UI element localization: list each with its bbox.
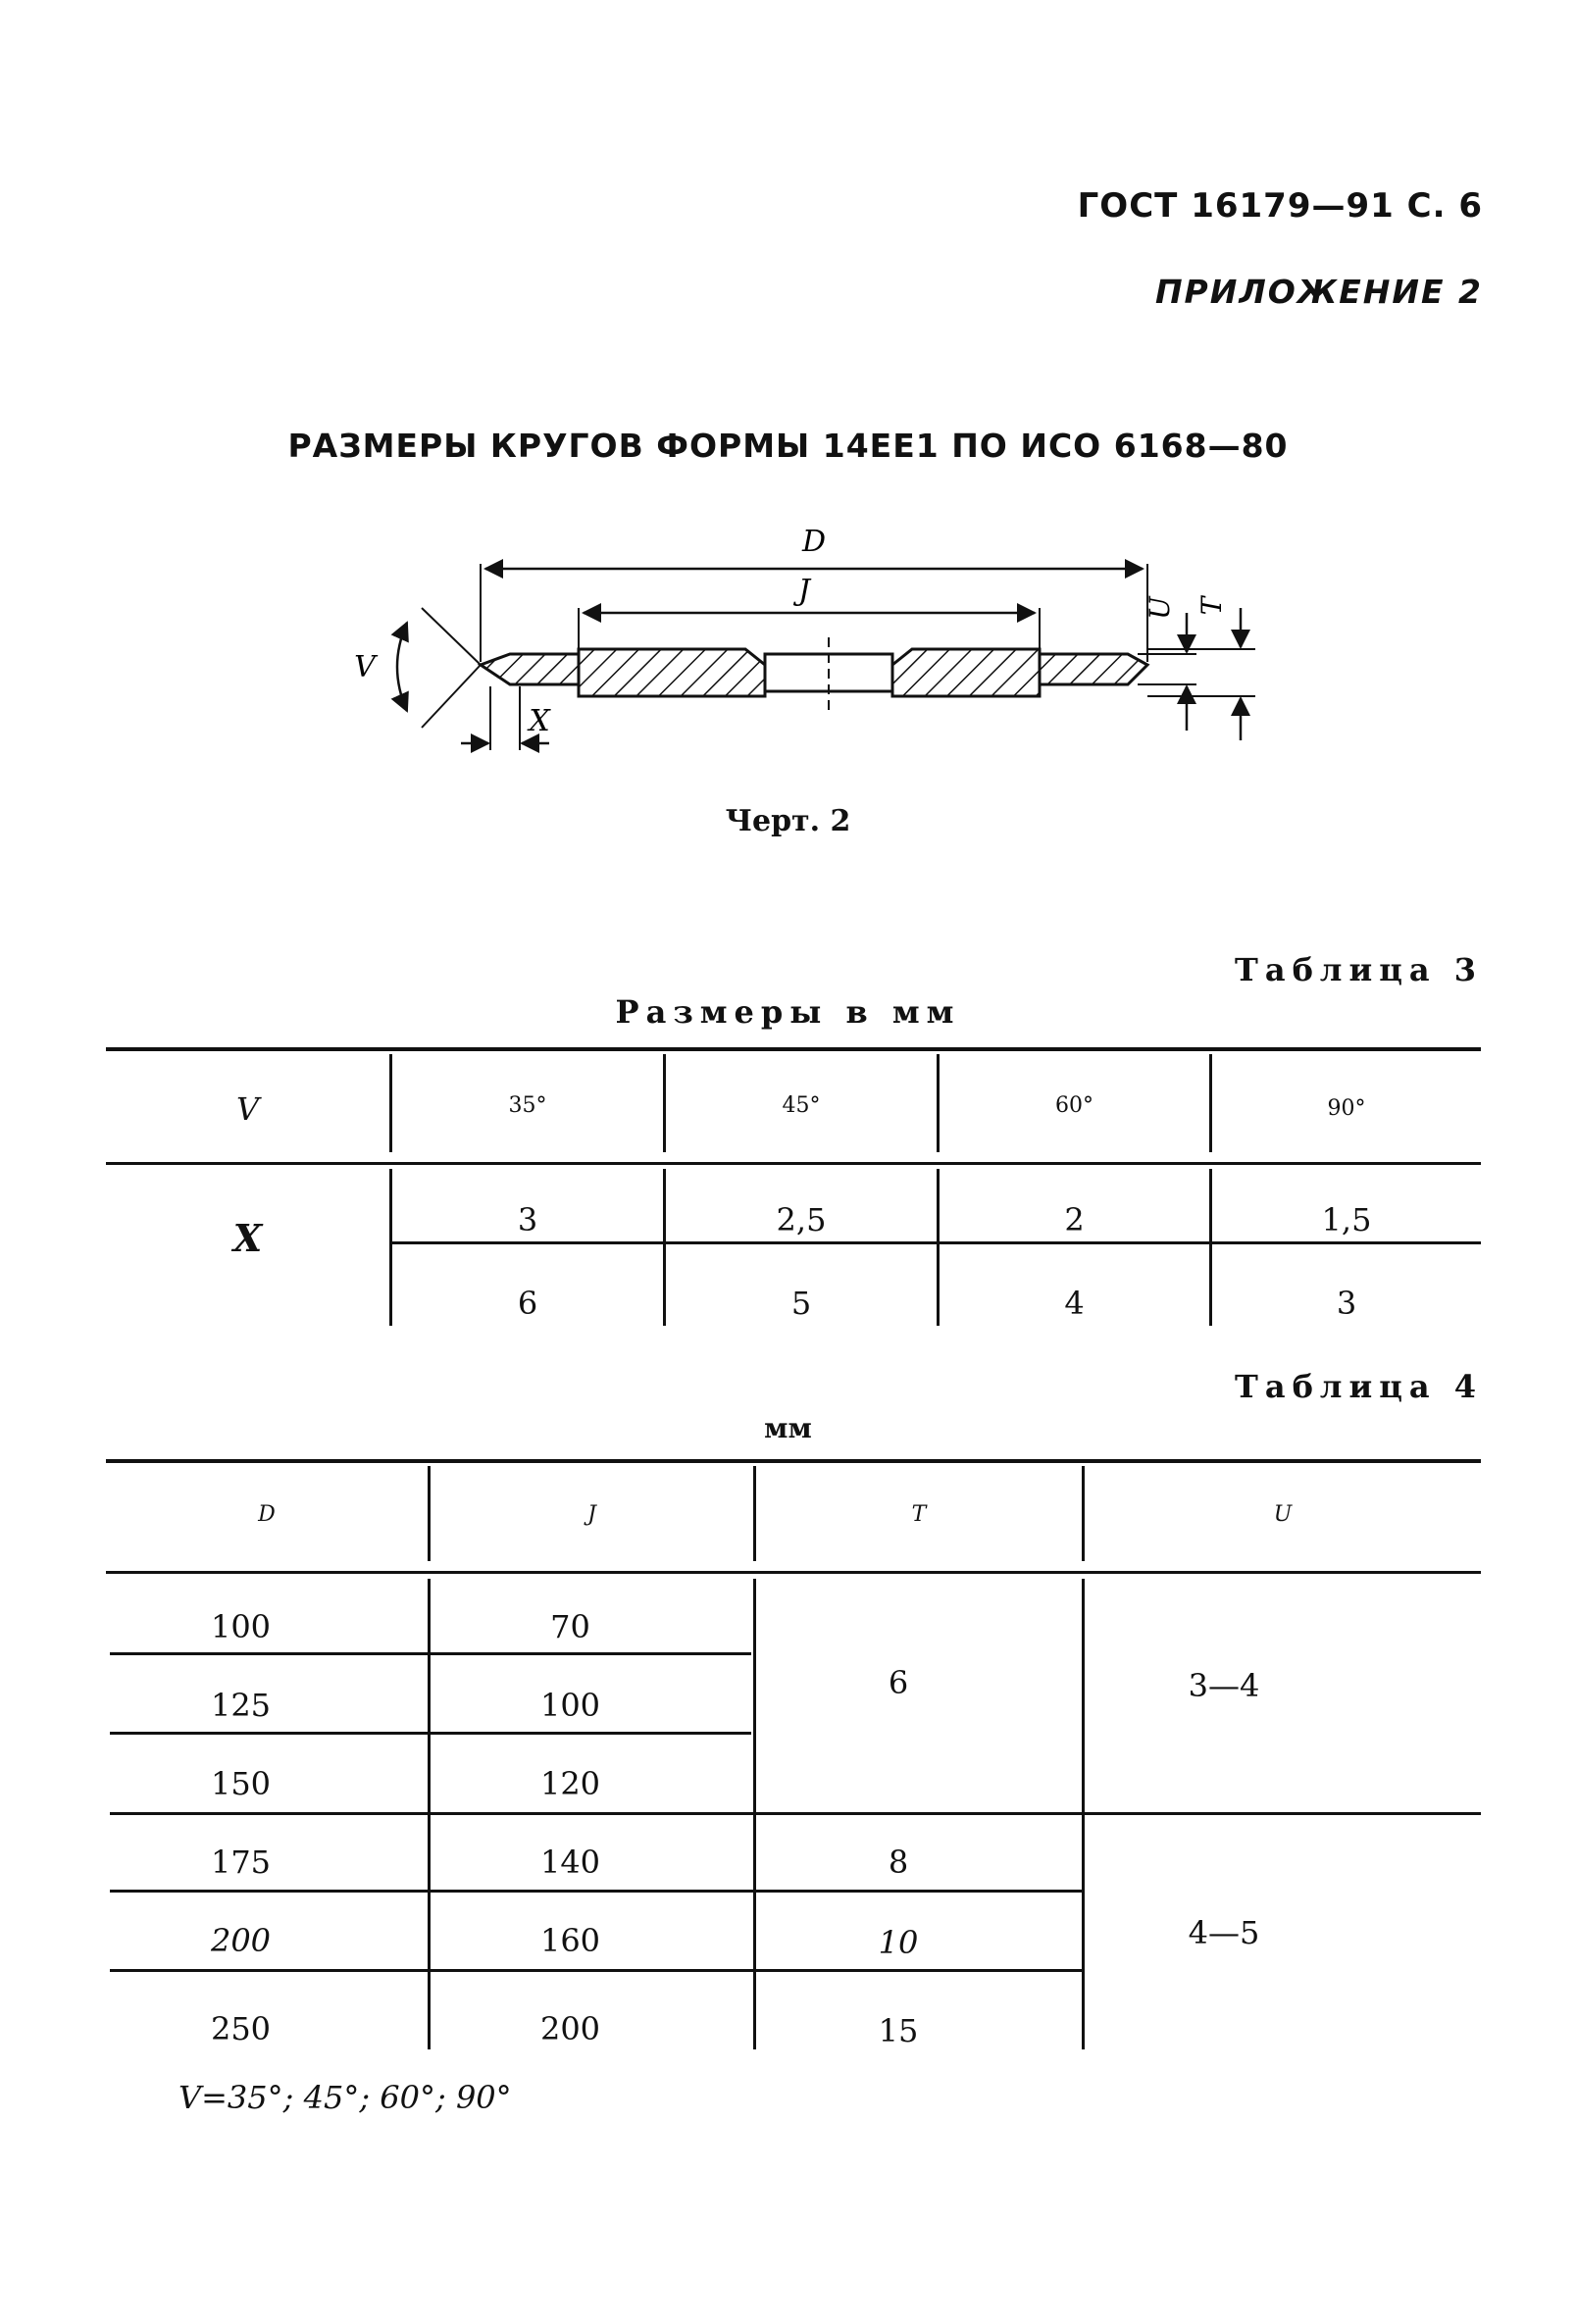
table4-d-cell: 200 xyxy=(210,1922,272,1959)
table4-d-cell: 125 xyxy=(210,1687,272,1724)
table3-header-x: X xyxy=(232,1216,263,1260)
label-t: T xyxy=(1195,596,1228,616)
table3-x-bottom: 4 xyxy=(1064,1285,1085,1322)
table3-angle: 35° xyxy=(508,1093,547,1118)
table4-j-cell: 70 xyxy=(550,1608,590,1645)
table4-name: Таблица 4 xyxy=(1235,1368,1483,1405)
table4-j-cell: 100 xyxy=(539,1687,601,1724)
table4-header: U xyxy=(1273,1502,1293,1527)
table4-header: T xyxy=(911,1502,927,1527)
table4-t-cell: 10 xyxy=(878,1924,919,1961)
table4-u-group-cell: 4—5 xyxy=(1188,1914,1260,1951)
table4-header: D xyxy=(258,1502,276,1527)
table4-d-cell: 175 xyxy=(210,1844,272,1881)
table4-j-cell: 140 xyxy=(539,1844,601,1881)
table4-u-group-cell: 3—4 xyxy=(1188,1667,1260,1704)
appendix-label: ПРИЛОЖЕНИЕ 2 xyxy=(1154,273,1483,311)
document-reference: ГОСТ 16179—91 С. 6 xyxy=(1077,186,1483,226)
footnote: V=35°; 45°; 60°; 90° xyxy=(178,2079,512,2116)
table3-x-bottom: 3 xyxy=(1336,1285,1357,1322)
page-title: РАЗМЕРЫ КРУГОВ ФОРМЫ 14ЕЕ1 ПО ИСО 6168—80 xyxy=(287,427,1289,465)
table3-angle: 45° xyxy=(782,1093,821,1118)
label-d: D xyxy=(801,525,827,559)
label-j: J xyxy=(797,574,811,608)
table3-name: Таблица 3 xyxy=(1235,951,1483,988)
table3-x-top: 2 xyxy=(1064,1201,1085,1238)
table4-units: мм xyxy=(764,1412,812,1444)
table3-header-v: V xyxy=(235,1090,260,1128)
table4-t-cell: 8 xyxy=(888,1844,909,1881)
label-v: V xyxy=(354,650,376,684)
table4-t-cell: 15 xyxy=(878,2012,919,2049)
table4-d-cell: 250 xyxy=(210,2010,272,2047)
table3-x-bottom: 6 xyxy=(517,1285,538,1322)
table3-x-top: 2,5 xyxy=(776,1201,827,1238)
table4-j-cell: 160 xyxy=(539,1922,601,1959)
table3-angle: 60° xyxy=(1055,1093,1093,1118)
label-x: X xyxy=(529,704,550,738)
table3-x-top: 1,5 xyxy=(1321,1201,1372,1238)
table4-j-cell: 200 xyxy=(539,2010,601,2047)
table3-angle: 90° xyxy=(1327,1096,1366,1121)
table4-t-group-cell: 6 xyxy=(888,1664,909,1701)
table3-units: Размеры в мм xyxy=(615,993,961,1031)
table4-j-cell: 120 xyxy=(539,1765,601,1802)
table3-x-top: 3 xyxy=(517,1201,538,1238)
table3-x-bottom: 5 xyxy=(790,1285,812,1322)
table4-header: J xyxy=(587,1502,596,1527)
table4-d-cell: 100 xyxy=(210,1608,272,1645)
drawing-caption: Черт. 2 xyxy=(725,804,851,838)
table4-d-cell: 150 xyxy=(210,1765,272,1802)
label-u: U xyxy=(1144,596,1176,620)
